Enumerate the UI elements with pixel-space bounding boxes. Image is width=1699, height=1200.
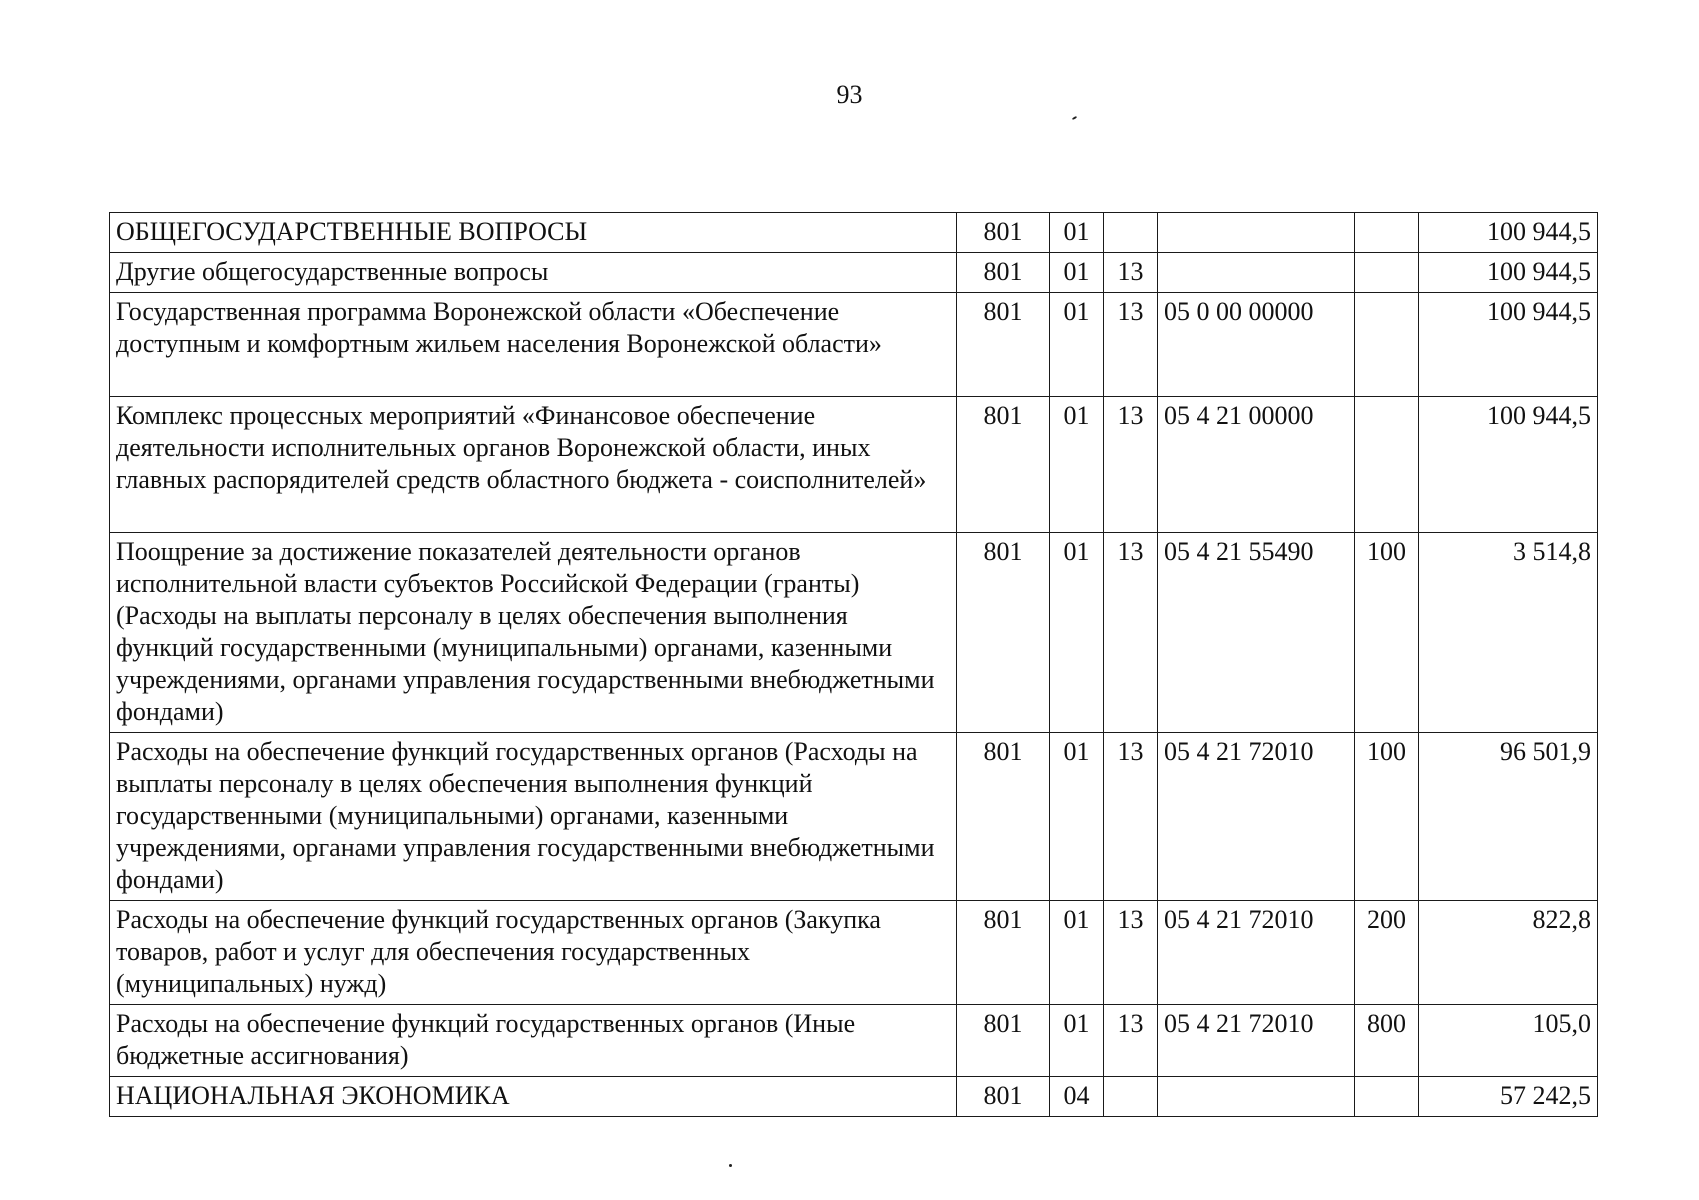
subsection-code: 13 [1104, 1005, 1158, 1077]
scan-speck [729, 1164, 732, 1167]
scan-speck [1072, 116, 1077, 120]
row-name: Расходы на обеспечение функций государственных органов (Закупка товаров, работ и услуг для обеспечения государственных (муниципальных) нужд) [110, 901, 957, 1005]
row-name: Комплекс процессных мероприятий «Финансовое обеспечение деятельности исполнительных органов Воронежской области, иных главных распорядителей средств областного бюджета - соисполнителей» [110, 397, 957, 533]
amount: 3 514,8 [1419, 533, 1598, 733]
ved-code: 801 [957, 293, 1050, 397]
ved-code: 801 [957, 733, 1050, 901]
amount: 57 242,5 [1419, 1077, 1598, 1117]
expense-type-code: 100 [1355, 533, 1419, 733]
table-row [110, 1005, 1598, 1077]
amount: 100 944,5 [1419, 213, 1598, 253]
table-row [110, 293, 1598, 397]
section-code: 01 [1050, 533, 1104, 733]
expense-type-code [1355, 213, 1419, 253]
row-name: Государственная программа Воронежской области «Обеспечение доступным и комфортным жильем населения Воронежской области» [110, 293, 957, 397]
row-name: ОБЩЕГОСУДАРСТВЕННЫЕ ВОПРОСЫ [110, 213, 957, 253]
subsection-code: 13 [1104, 397, 1158, 533]
expense-type-code [1355, 293, 1419, 397]
row-name: НАЦИОНАЛЬНАЯ ЭКОНОМИКА [110, 1077, 957, 1117]
table-row [110, 733, 1598, 901]
table-row [110, 533, 1598, 733]
expense-type-code [1355, 1077, 1419, 1117]
subsection-code [1104, 1077, 1158, 1117]
expense-type-code: 800 [1355, 1005, 1419, 1077]
target-article-code [1158, 1077, 1355, 1117]
ved-code: 801 [957, 253, 1050, 293]
subsection-code: 13 [1104, 901, 1158, 1005]
ved-code: 801 [957, 213, 1050, 253]
target-article-code: 05 4 21 00000 [1158, 397, 1355, 533]
amount: 96 501,9 [1419, 733, 1598, 901]
subsection-code: 13 [1104, 253, 1158, 293]
ved-code: 801 [957, 901, 1050, 1005]
ved-code: 801 [957, 397, 1050, 533]
ved-code: 801 [957, 533, 1050, 733]
amount: 100 944,5 [1419, 253, 1598, 293]
section-code: 01 [1050, 733, 1104, 901]
table-row [110, 253, 1598, 293]
section-code: 01 [1050, 901, 1104, 1005]
table-row [110, 901, 1598, 1005]
section-code: 01 [1050, 1005, 1104, 1077]
table-row [110, 213, 1598, 253]
target-article-code: 05 4 21 72010 [1158, 901, 1355, 1005]
expense-type-code: 200 [1355, 901, 1419, 1005]
section-code: 01 [1050, 253, 1104, 293]
page-number: 93 [836, 80, 863, 109]
row-name: Поощрение за достижение показателей деятельности органов исполнительной власти субъектов Российской Федерации (гранты) (Расходы на выплаты персоналу в целях обеспечения выполнения функций государственными (муниципальными) органами, казенными учреждениями, органами управления государственными внебюджетными фондами) [110, 533, 957, 733]
section-code: 01 [1050, 213, 1104, 253]
section-code: 01 [1050, 293, 1104, 397]
expense-type-code [1355, 397, 1419, 533]
row-name: Расходы на обеспечение функций государственных органов (Расходы на выплаты персоналу в целях обеспечения выполнения функций государственными (муниципальными) органами, казенными учреждениями, органами управления государственными внебюджетными фондами) [110, 733, 957, 901]
row-name: Расходы на обеспечение функций государственных органов (Иные бюджетные ассигнования) [110, 1005, 957, 1077]
subsection-code [1104, 213, 1158, 253]
ved-code: 801 [957, 1005, 1050, 1077]
budget-table [109, 212, 1598, 1117]
table-row [110, 1077, 1598, 1117]
subsection-code: 13 [1104, 293, 1158, 397]
amount: 100 944,5 [1419, 293, 1598, 397]
amount: 822,8 [1419, 901, 1598, 1005]
subsection-code: 13 [1104, 733, 1158, 901]
subsection-code: 13 [1104, 533, 1158, 733]
ved-code: 801 [957, 1077, 1050, 1117]
amount: 100 944,5 [1419, 397, 1598, 533]
target-article-code [1158, 253, 1355, 293]
amount: 105,0 [1419, 1005, 1598, 1077]
expense-type-code: 100 [1355, 733, 1419, 901]
target-article-code: 05 4 21 72010 [1158, 733, 1355, 901]
row-name: Другие общегосударственные вопросы [110, 253, 957, 293]
target-article-code [1158, 213, 1355, 253]
target-article-code: 05 4 21 55490 [1158, 533, 1355, 733]
table-row [110, 397, 1598, 533]
section-code: 01 [1050, 397, 1104, 533]
target-article-code: 05 0 00 00000 [1158, 293, 1355, 397]
section-code: 04 [1050, 1077, 1104, 1117]
target-article-code: 05 4 21 72010 [1158, 1005, 1355, 1077]
expense-type-code [1355, 253, 1419, 293]
